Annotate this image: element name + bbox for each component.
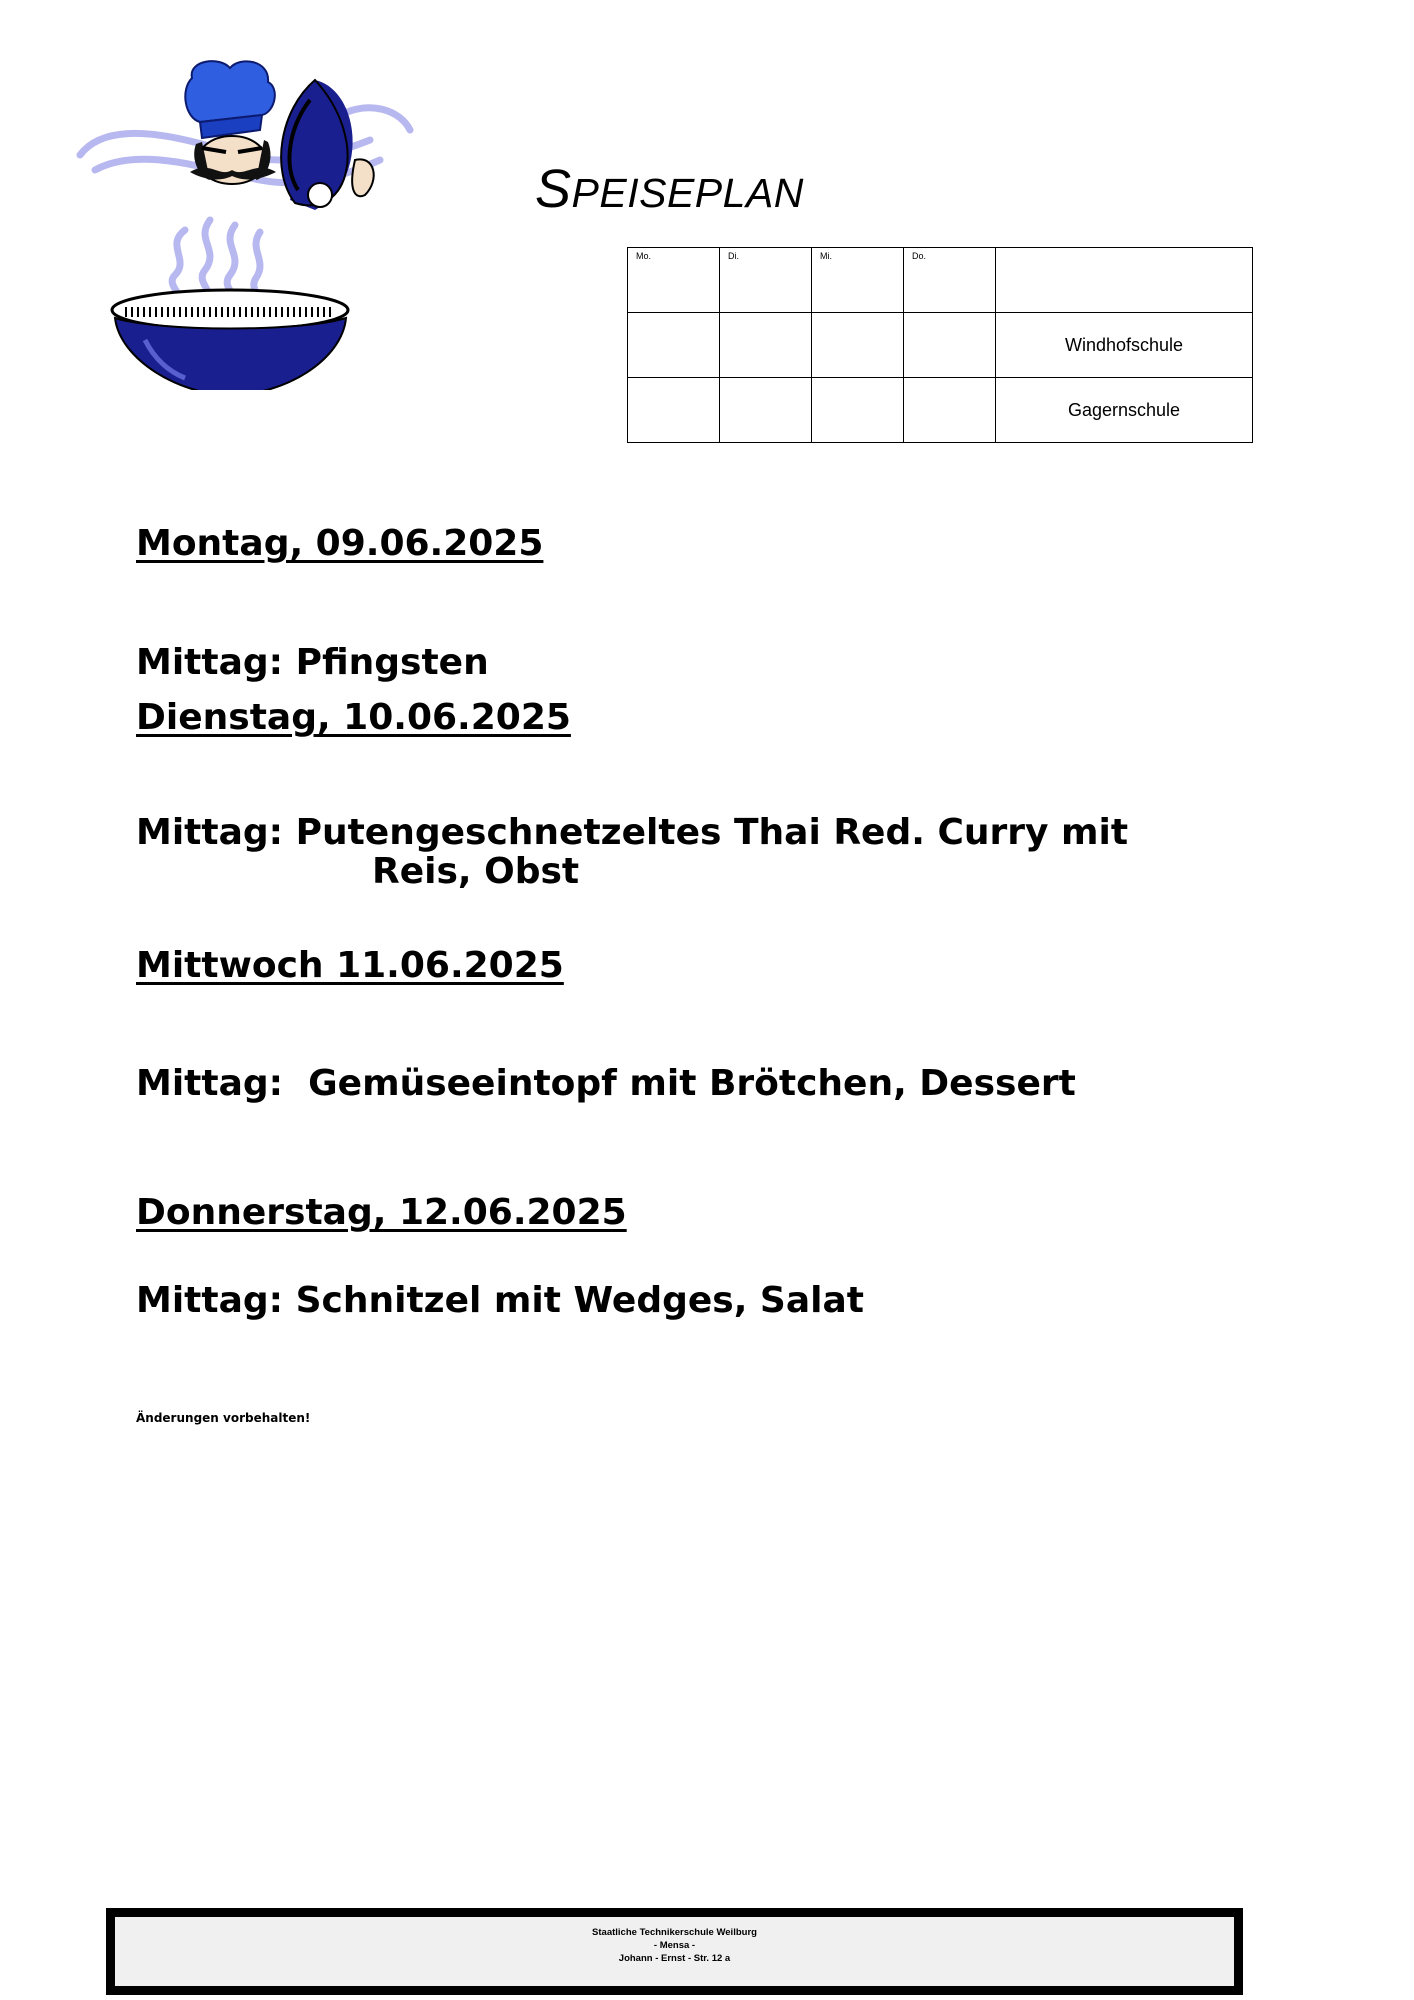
footer-school-name: Staatliche Technikerschule Weilburg xyxy=(592,1927,757,1938)
meal-text-continued: Reis, Obst xyxy=(372,851,580,892)
page-title xyxy=(535,158,804,220)
meal-text: Mittag: Pfingsten xyxy=(136,642,489,683)
meal-text: Mittag: Gemüseeintopf mit Brötchen, Dessert xyxy=(136,1063,1076,1104)
grid-cell xyxy=(628,313,720,378)
school-label-gagernschule: Gagernschule xyxy=(996,378,1253,443)
day-label: Mi. xyxy=(820,251,832,261)
footer-address: Johann - Ernst - Str. 12 a xyxy=(618,1953,731,1964)
meal-wednesday xyxy=(136,1064,1076,1103)
grid-cell xyxy=(628,378,720,443)
grid-cell xyxy=(720,313,812,378)
chef-logo xyxy=(70,60,460,390)
grid-cell xyxy=(904,313,996,378)
day-label: Mo. xyxy=(636,251,652,261)
day-heading-tuesday: Dienstag, 10.06.2025 xyxy=(136,697,571,738)
meal-text: Mittag: Putengeschnetzeltes Thai Red. Curry mit xyxy=(136,812,1129,853)
grid-cell-wednesday xyxy=(812,248,904,313)
day-heading-monday: Montag, 09.06.2025 xyxy=(136,523,544,564)
footer-mensa: - Mensa - xyxy=(653,1940,696,1951)
grid-cell xyxy=(904,378,996,443)
grid-cell xyxy=(812,313,904,378)
meal-monday xyxy=(136,643,489,682)
day-heading-thursday: Donnerstag, 12.06.2025 xyxy=(136,1192,627,1233)
meal-thursday xyxy=(136,1281,864,1320)
day-label: Do. xyxy=(912,251,927,261)
day-label: Di. xyxy=(728,251,739,261)
grid-cell xyxy=(720,378,812,443)
meal-text: Mittag: Schnitzel mit Wedges, Salat xyxy=(136,1280,864,1321)
school-label-windhofschule: Windhofschule xyxy=(996,313,1253,378)
page-title-initial: S xyxy=(535,159,572,219)
footer-box xyxy=(106,1908,1243,1995)
grid-row-windhofschule xyxy=(628,313,1253,378)
grid-row-gagernschule xyxy=(628,378,1253,443)
grid-cell xyxy=(812,378,904,443)
day-heading-wednesday: Mittwoch 11.06.2025 xyxy=(136,945,564,986)
grid-cell-thursday xyxy=(904,248,996,313)
meal-tuesday xyxy=(136,813,1128,891)
page-title-rest: PEISEPLAN xyxy=(571,170,804,216)
grid-cell-tuesday xyxy=(720,248,812,313)
grid-cell-empty xyxy=(996,248,1253,313)
school-day-grid xyxy=(627,247,1253,443)
grid-row-days xyxy=(628,248,1253,313)
grid-cell-monday xyxy=(628,248,720,313)
disclaimer-note: Änderungen vorbehalten! xyxy=(136,1411,311,1425)
